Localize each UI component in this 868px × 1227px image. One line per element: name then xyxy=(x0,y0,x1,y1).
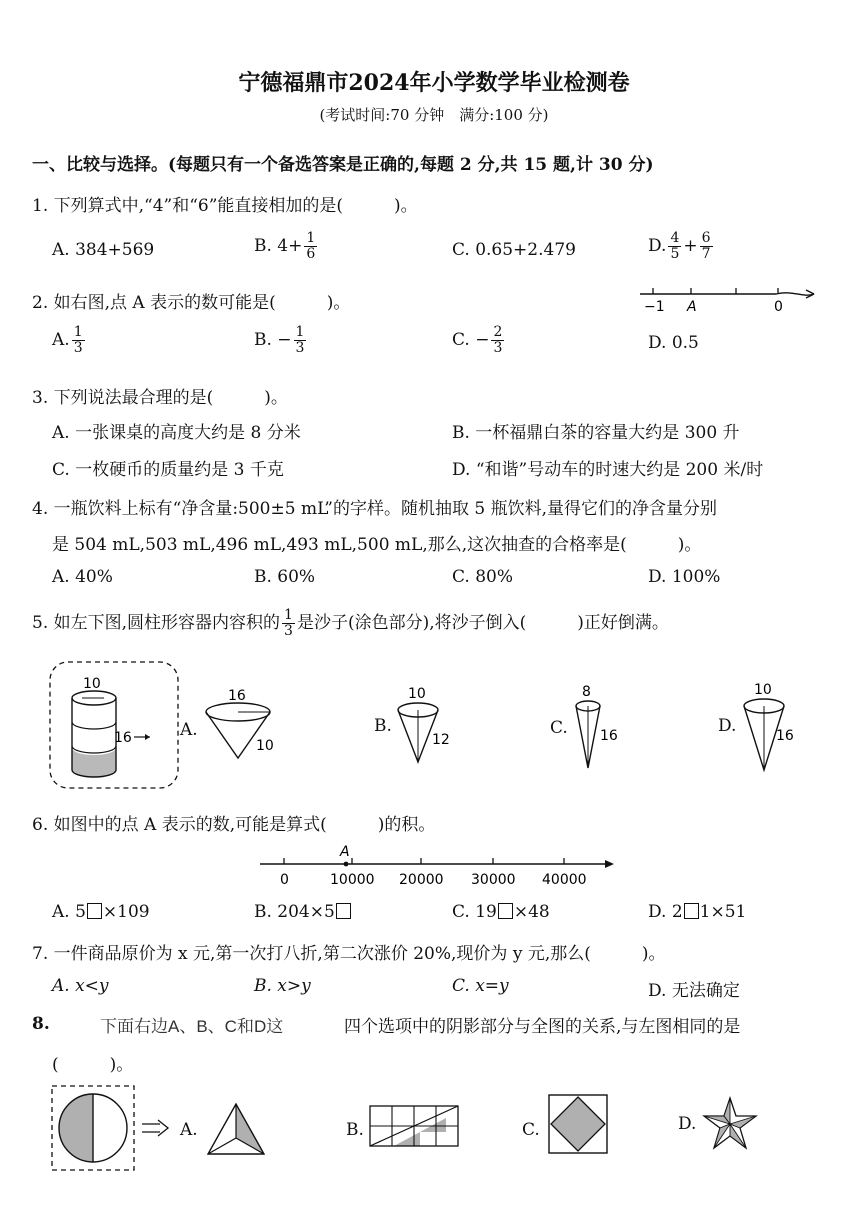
q6-option-a xyxy=(52,902,150,922)
q5-num: 1 xyxy=(284,607,293,623)
q6-c-pre: C. 19 xyxy=(452,902,497,922)
q5-cone-c xyxy=(568,680,628,774)
q6-b-pre: B. 204×5 xyxy=(254,902,335,922)
q2-a-den: 3 xyxy=(73,340,83,356)
q1-option-a: A. 384+569 xyxy=(52,240,155,260)
q1-d-fraction-1 xyxy=(668,231,681,262)
q2-a-text: A. xyxy=(52,330,70,350)
q2-stem: 2. 如右图,点 A 表示的数可能是( )。 xyxy=(32,293,351,313)
q3-option-d: D. “和谐”号动车的时速大约是 200 米/时 xyxy=(452,460,764,480)
q6-point-a xyxy=(344,862,349,867)
q8-option-a-label: A. xyxy=(180,1120,198,1140)
q1-d-den1: 5 xyxy=(670,246,680,262)
q1-d-den2: 7 xyxy=(701,246,711,262)
q4-stem-line1: 4. 一瓶饮料上标有“净含量:500±5 mL”的字样。随机抽取 5 瓶饮料,量得它们的净含量分别 xyxy=(32,499,718,519)
q2-b-text: B. − xyxy=(254,330,292,350)
q6-a-blank-box xyxy=(87,903,102,919)
q5-sand-fill xyxy=(72,748,116,777)
q8-double-arrow-icon xyxy=(142,1120,168,1136)
q4-option-d: D. 100% xyxy=(648,567,721,587)
q8-square-figure xyxy=(546,1092,612,1158)
q5-option-a-label: A. xyxy=(180,720,198,740)
q5-cone-c-side-label: 16 xyxy=(600,728,618,744)
q8-stem: 四个选项中的阴影部分与全图的关系,与左图相同的是 xyxy=(344,1017,741,1037)
q6-d-blank-box xyxy=(684,903,699,919)
q6-c-blank-box xyxy=(498,903,513,919)
q5-option-c-label: C. xyxy=(550,718,568,738)
q2-option-d: D. 0.5 xyxy=(648,333,699,353)
q2-b-den: 3 xyxy=(295,340,305,356)
q5-cone-b-top-label: 10 xyxy=(408,686,426,702)
q5-cone-d-top-label: 10 xyxy=(754,682,772,698)
q8-grid-shaded-1 xyxy=(394,1132,420,1146)
q3-option-c: C. 一枚硬币的质量约是 3 千克 xyxy=(52,460,284,480)
q5-cylinder-band-1 xyxy=(72,722,116,729)
q5-cone-a-top-label: 16 xyxy=(228,688,246,704)
q5-den: 3 xyxy=(284,623,293,639)
q1-b-fraction xyxy=(304,231,317,262)
q5-stem xyxy=(32,608,669,639)
q6-point-a-label: A xyxy=(340,844,350,860)
q5-cone-a xyxy=(200,686,288,768)
exam-info: (考试时间:70 分钟 满分:100 分) xyxy=(319,106,549,124)
q5-cone-b-side-label: 12 xyxy=(432,732,450,748)
q5-cone-b xyxy=(392,684,466,768)
q6-option-b xyxy=(254,902,352,922)
q8-grid-shaded-2 xyxy=(420,1118,446,1132)
q8-option-d-label: D. xyxy=(678,1114,697,1134)
q1-option-b xyxy=(254,231,319,262)
q1-d-num2: 6 xyxy=(701,230,711,246)
q6-option-c xyxy=(452,902,550,922)
q1-d-text: D. xyxy=(648,236,667,256)
q6-label-30000: 30000 xyxy=(471,872,516,888)
q6-arrow-icon xyxy=(605,860,614,868)
q8-star-figure xyxy=(698,1094,762,1156)
q2-option-b xyxy=(254,325,308,356)
q8-triangle-figure xyxy=(204,1098,270,1160)
q6-label-0: 0 xyxy=(280,872,289,888)
q2-a-fraction xyxy=(72,325,85,356)
q3-option-a: A. 一张课桌的高度大约是 8 分米 xyxy=(52,423,301,443)
q8-option-b-label: B. xyxy=(346,1120,364,1140)
q2-label-minus1: −1 xyxy=(644,299,665,315)
page-title: 宁德福鼎市2024年小学数学毕业检测卷 xyxy=(238,70,630,96)
q1-d-plus: + xyxy=(683,236,698,256)
q5-cylinder-band-2 xyxy=(72,746,116,753)
q2-option-a xyxy=(52,325,87,356)
q8-stem-line2: ( )。 xyxy=(52,1055,134,1075)
q8-star-shaded xyxy=(704,1098,756,1148)
q6-a-post: ×109 xyxy=(102,902,150,922)
q6-stem: 6. 如图中的点 A 表示的数,可能是算式( )的积。 xyxy=(32,815,436,835)
q7-stem: 7. 一件商品原价为 x 元,第一次打八折,第二次涨价 20%,现价为 y 元,那么( )。 xyxy=(32,944,666,964)
q5-cyl-height-label: 16 xyxy=(114,730,132,746)
q1-option-d xyxy=(648,231,715,262)
q2-label-a: A xyxy=(687,299,697,315)
q2-option-c xyxy=(452,325,506,356)
q2-c-den: 3 xyxy=(493,340,503,356)
q2-c-fraction xyxy=(491,325,504,356)
q5-option-b-label: B. xyxy=(374,716,392,736)
q5-cylinder-figure xyxy=(46,660,186,792)
q8-option-c-label: C. xyxy=(522,1120,540,1140)
q6-label-20000: 20000 xyxy=(399,872,444,888)
q1-b-num: 1 xyxy=(306,230,316,246)
q6-number-line xyxy=(256,842,622,888)
q4-option-b: B. 60% xyxy=(254,567,316,587)
q2-number-line xyxy=(636,282,828,316)
q5-fraction xyxy=(282,608,295,639)
q6-a-pre: A. 5 xyxy=(52,902,86,922)
q5-stem-post: 是沙子(涂色部分),将沙子倒入( )正好倒满。 xyxy=(296,613,669,633)
q2-a-num: 1 xyxy=(73,324,83,340)
q7-option-a: A. x<y xyxy=(52,976,109,996)
q5-cone-c-top-label: 8 xyxy=(582,684,591,700)
q6-label-40000: 40000 xyxy=(542,872,587,888)
q6-d-pre: D. 2 xyxy=(648,902,683,922)
q5-arrow-icon xyxy=(145,734,150,740)
q2-c-num: 2 xyxy=(493,324,503,340)
q7-option-d: D. 无法确定 xyxy=(648,981,740,1001)
q1-b-text: B. 4+ xyxy=(254,236,303,256)
q6-d-post: 1×51 xyxy=(699,902,747,922)
q8-number: 8. xyxy=(32,1014,50,1034)
q6-option-d xyxy=(648,902,746,922)
q4-stem-line2: 是 504 mL,503 mL,496 mL,493 mL,500 mL,那么,这次抽查的合格率是( )。 xyxy=(52,535,702,555)
q2-label-zero: 0 xyxy=(774,299,783,315)
q6-label-10000: 10000 xyxy=(330,872,375,888)
q3-option-b: B. 一杯福鼎白茶的容量大约是 300 升 xyxy=(452,423,740,443)
q5-cone-d xyxy=(738,680,810,774)
q5-cyl-top-label: 10 xyxy=(83,676,101,692)
q1-stem: 1. 下列算式中,“4”和“6”能直接相加的是( )。 xyxy=(32,196,418,216)
q8-circle-shaded-half xyxy=(59,1094,93,1162)
q6-b-blank-box xyxy=(336,903,351,919)
q5-cone-a-side-label: 10 xyxy=(256,738,274,754)
section-1-header: 一、比较与选择。(每题只有一个备选答案是正确的,每题 2 分,共 15 题,计 30 分) xyxy=(32,155,654,175)
q2-b-num: 1 xyxy=(295,324,305,340)
q1-b-den: 6 xyxy=(306,246,316,262)
q4-option-c: C. 80% xyxy=(452,567,513,587)
q5-cone-d-side-label: 16 xyxy=(776,728,794,744)
q1-d-fraction-2 xyxy=(700,231,713,262)
q6-c-post: ×48 xyxy=(513,902,550,922)
q2-arrow-icon xyxy=(806,290,814,298)
q1-d-num1: 4 xyxy=(670,230,680,246)
q7-option-c: C. x=y xyxy=(452,976,509,996)
q2-axis xyxy=(640,293,814,295)
q8-stem-inserted: 下面右边A、B、C和D这 xyxy=(100,1017,284,1036)
q4-option-a: A. 40% xyxy=(52,567,113,587)
q2-c-text: C. − xyxy=(452,330,490,350)
q5-option-d-label: D. xyxy=(718,716,737,736)
q8-grid-figure xyxy=(368,1104,464,1150)
q7-option-b: B. x>y xyxy=(254,976,311,996)
q8-inner-diamond xyxy=(551,1097,605,1151)
q2-b-fraction xyxy=(294,325,307,356)
q5-stem-pre: 5. 如左下图,圆柱形容器内容积的 xyxy=(32,613,281,633)
q1-option-c: C. 0.65+2.479 xyxy=(452,240,576,260)
q3-stem: 3. 下列说法最合理的是( )。 xyxy=(32,388,288,408)
